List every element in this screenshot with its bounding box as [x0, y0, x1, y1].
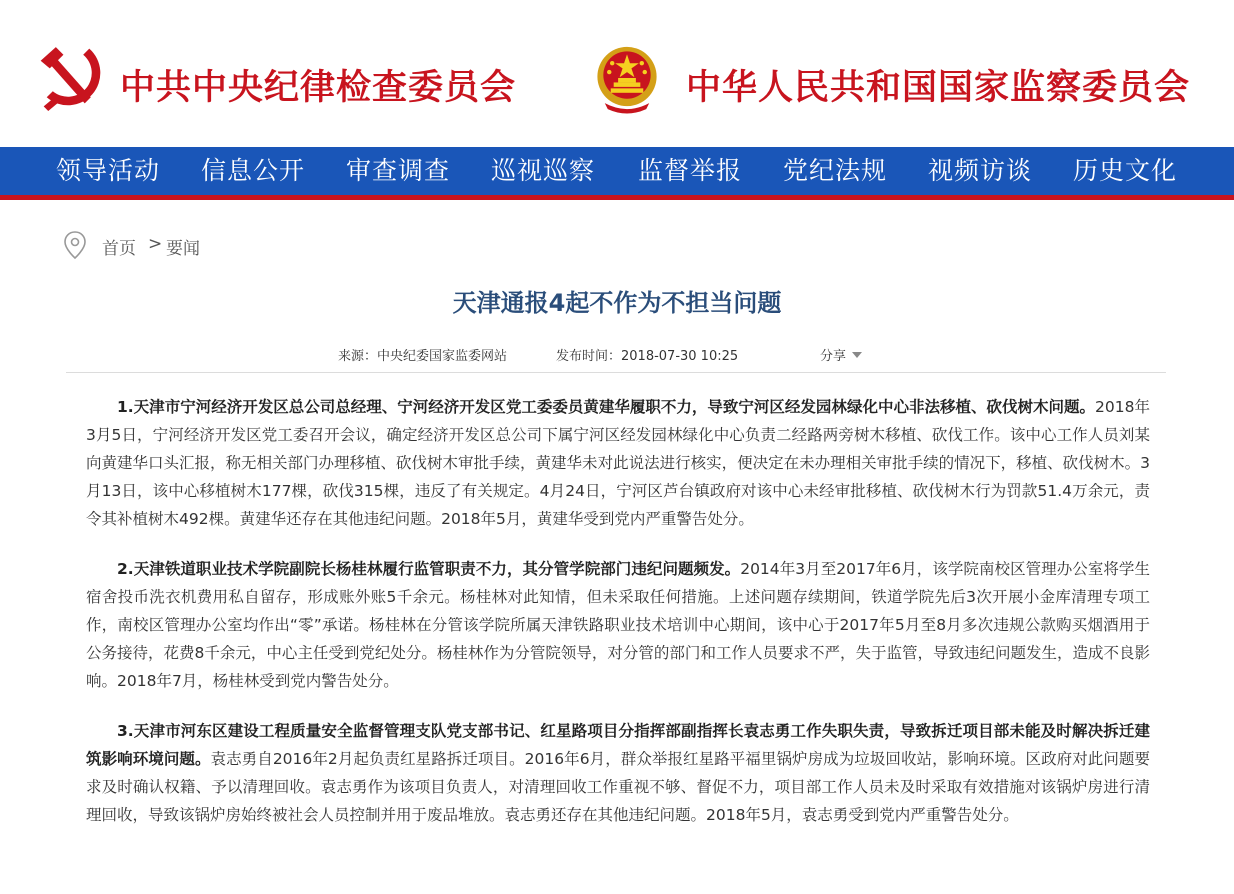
ccdi-title[interactable]: 中共中央纪律检查委员会 [120, 67, 517, 108]
breadcrumb-current-link[interactable]: 要闻 [166, 239, 200, 259]
nsc-title[interactable]: 中华人民共和国国家监察委员会 [686, 67, 1191, 108]
article-paragraph [86, 717, 1150, 829]
nav-item-info-disclosure[interactable]: 信息公开 [201, 156, 306, 185]
article-body [86, 393, 1150, 851]
chevron-down-icon [852, 352, 862, 358]
title-divider [66, 372, 1166, 373]
nav-item-inspection[interactable]: 巡视巡察 [491, 156, 596, 185]
article-paragraph [86, 393, 1150, 533]
article-publish-time: 发布时间：2018-07-30 10:25 [556, 349, 739, 364]
hammer-sickle-icon [30, 38, 106, 114]
nav-item-report[interactable]: 监督举报 [638, 156, 743, 185]
paragraph-lead: 2.天津铁道职业技术学院副院长杨桂林履行监管职责不力，其分管学院部门违纪问题频发。 [117, 560, 741, 578]
share-label: 分享 [820, 349, 847, 364]
paragraph-body: 2014年3月至2017年6月，该学院南校区管理办公室将学生宿舍投币洗衣机费用私自留存，形成账外账5千余元。杨桂林对此知情，但未采取任何措施。上述问题存续期间，铁道学院先后3次开展小金库清理专项工作，南校区管理办公室均作出“零”承诺。杨桂林在分管该学院所属天津铁路职业技术培训中心期间，该中心于2017年5月至8月多次违规公款购买烟酒用于公务接待，花费8千余元，中心主任受到党纪处分。杨桂林作为分管院领导，对分管的部门和工作人员要求不严，失于监管，导致违纪问题发生，造成不良影响。2018年7月，杨桂林受到党内警告处分。 [86, 560, 1150, 690]
paragraph-body: 袁志勇自2016年2月起负责红星路拆迁项目。2016年6月，群众举报红星路平福里锅炉房成为垃圾回收站，影响环境。区政府对此问题要求及时确认权籍、予以清理回收。袁志勇作为该项目负责人，对清理回收工作重视不够、督促不力，项目部工作人员未及时采取有效措施对该锅炉房进行清理回收，导致该锅炉房始终被社会人员控制并用于废品堆放。袁志勇还存在其他违纪问题。2018年5月，袁志勇受到党内严重警告处分。 [86, 750, 1150, 824]
nav-item-video[interactable]: 视频访谈 [928, 156, 1033, 185]
paragraph-lead: 1.天津市宁河经济开发区总公司总经理、宁河经济开发区党工委委员黄建华履职不力，导致宁河区经发园林绿化中心非法移植、砍伐树木问题。 [117, 398, 1096, 416]
article-title: 天津通报4起不作为不担当问题 [452, 289, 782, 317]
breadcrumb-home-link[interactable]: 首页 [102, 239, 136, 259]
article-paragraph [86, 555, 1150, 695]
site-header [0, 0, 1234, 147]
nav-item-regulations[interactable]: 党纪法规 [783, 156, 888, 185]
paragraph-lead: 3.天津市河东区建设工程质量安全监督管理支队党支部书记、红星路项目分指挥部副指挥长袁志勇工作失职失责，导致拆迁项目部未能及时解决拆迁建筑影响环境问题。 [86, 722, 1150, 768]
paragraph-body: 2018年3月5日，宁河经济开发区党工委召开会议，确定经济开发区总公司下属宁河区经发园林绿化中心负责二经路两旁树木移植、砍伐工作。该中心工作人员刘某向黄建华口头汇报，称无相关部门办理移植、砍伐树木审批手续，黄建华未对此说法进行核实，便决定在未办理相关审批手续的情况下，移植、砍伐树木。3月13日，该中心移植树木177棵，砍伐315棵，违反了有关规定。4月24日，宁河区芦台镇政府对该中心未经审批移植、砍伐树木行为罚款51.4万余元，责令其补植树木492棵。黄建华还存在其他违纪问题。2018年5月，黄建华受到党内严重警告处分。 [86, 398, 1150, 528]
article-source: 来源：中央纪委国家监委网站 [338, 349, 508, 364]
share-button[interactable] [820, 345, 862, 364]
national-emblem-icon [590, 40, 664, 116]
breadcrumb-separator: > [148, 234, 163, 254]
nav-item-history[interactable]: 历史文化 [1073, 156, 1178, 185]
nav-item-investigation[interactable]: 审查调查 [346, 156, 451, 185]
nav-item-leadership[interactable]: 领导活动 [56, 156, 161, 185]
location-pin-icon [62, 230, 88, 260]
main-nav [0, 147, 1234, 200]
